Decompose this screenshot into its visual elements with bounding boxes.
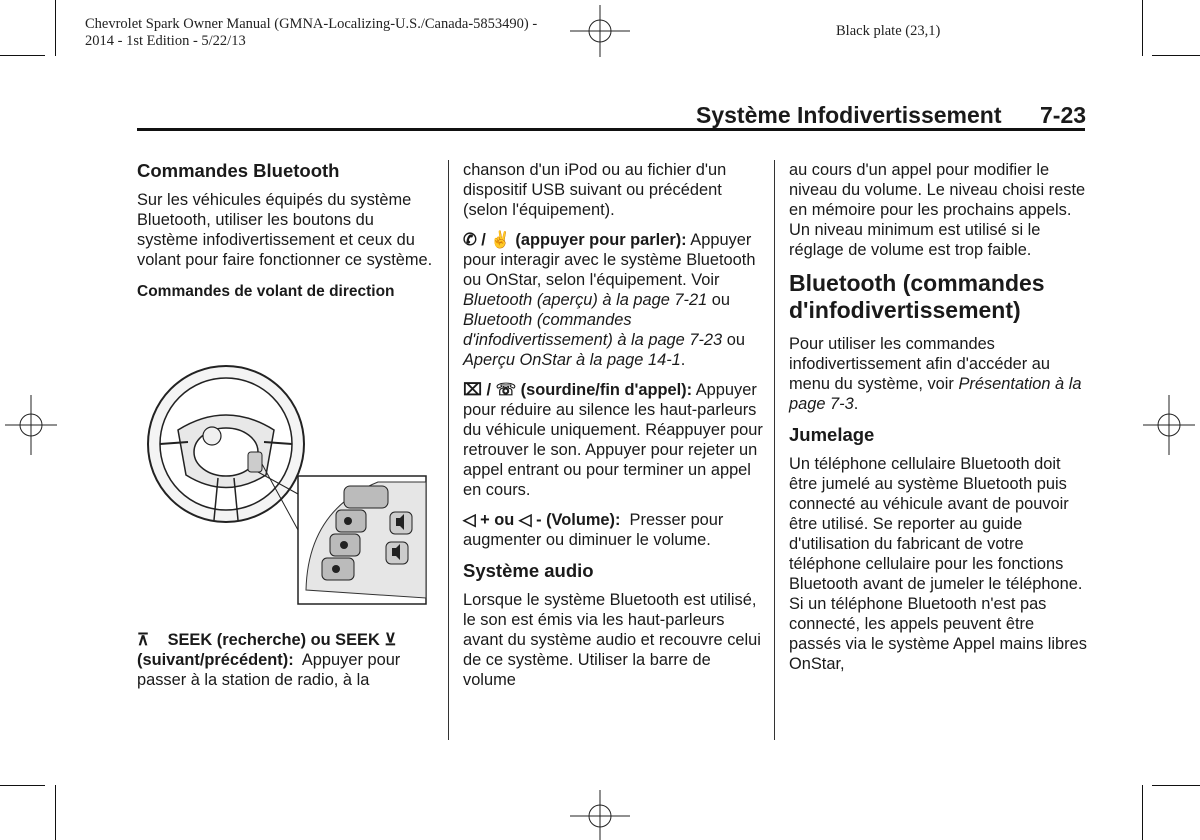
crop-mark: [0, 55, 45, 56]
talk-link-3[interactable]: Aperçu OnStar à la page 14-1: [463, 351, 681, 369]
talk-link-1[interactable]: Bluetooth (aperçu) à la page 7-21: [463, 291, 708, 309]
talk-dot: .: [680, 351, 686, 369]
mute-icon: ⌧: [463, 381, 482, 399]
printer-line-2: 2014 - 1st Edition - 5/22/13: [85, 33, 246, 49]
jumelage-text: Un téléphone cellulaire Bluetooth doit être jumelé au système Bluetooth puis connecté au véhicule avant de pouvoir être utilisé. Se reporter au guide d'utilisation du fabricant de votre téléphone cellulaire pour les fonctions Bluetooth avant de jumeler le téléphone. Si un téléphone Bluetooth n'est pas connecté, les appels peuvent être passés via le système Appel mains libres OnStar,: [789, 455, 1087, 673]
seek-up-icon: ⊼: [137, 631, 149, 649]
end-call-icon: ☏: [495, 381, 517, 399]
seek-label-2: (suivant/précédent):: [137, 651, 294, 669]
vol-minus: - (Volume):: [536, 511, 621, 529]
printer-info: [85, 16, 537, 50]
column-divider: [774, 160, 775, 740]
header-rule: [137, 128, 1085, 131]
registration-target: [1143, 395, 1195, 455]
vol-text: Presser pour augmenter ou diminuer le volume.: [463, 511, 724, 549]
or-1: ou: [711, 291, 730, 309]
col3-intro-text: Pour utiliser les commandes infodivertissement afin d'accéder au menu du système, voir: [789, 335, 1050, 393]
plate-label: Black plate (23,1): [836, 23, 941, 39]
crop-mark: [1142, 0, 1143, 56]
page-number: 7-23: [1040, 102, 1087, 128]
audio-text: Lorsque le système Bluetooth est utilisé, le son est émis via les haut-parleurs avant du système audio et recouvre celui de ce système. Utiliser la barre de volume: [463, 591, 761, 689]
registration-target: [570, 790, 630, 840]
crop-mark: [1152, 55, 1200, 56]
steering-wheel-illustration: [138, 360, 433, 610]
printer-line-1: Chevrolet Spark Owner Manual (GMNA-Localizing-U.S./Canada-5853490) -: [85, 16, 538, 32]
talk-paragraph: ✆ / ✌ (appuyer pour parler): Appuyer pour interagir avec le système Bluetooth ou OnStar, selon l'équipement. Voir Bluetooth (aperçu) à la page 7-21 ou Bluetooth (commandes d'infodivertissement) à la page 7-23 ou Aperçu OnStar à la page 14-1.: [463, 231, 756, 369]
seek-label: SEEK (recherche) ou SEEK: [167, 631, 380, 649]
volume-paragraph: [463, 510, 763, 550]
col3-continuation: au cours d'un appel pour modifier le niveau du volume. Le niveau choisi reste en mémoire pour les prochains appels. Un niveau minimum est utilisé si le réglage de volume est trop faible.: [789, 161, 1086, 259]
volume-icon: ◁: [518, 511, 532, 529]
registration-target: [5, 395, 57, 455]
heading-bluetooth-commandes: Bluetooth (commandes d'infodivertissement): [789, 270, 1045, 323]
column-2: [463, 160, 763, 700]
vol-plus: + ou: [480, 511, 515, 529]
volume-icon: ◁: [463, 511, 476, 529]
crop-mark: [55, 0, 56, 56]
crop-mark: [55, 785, 56, 840]
column-1: [137, 160, 435, 312]
voice-icon: ✌: [490, 231, 511, 249]
col2-continuation: chanson d'un iPod ou au fichier d'un dispositif USB suivant ou précédent (selon l'équipement).: [463, 161, 727, 219]
crop-mark: [0, 785, 45, 786]
col3-intro: [789, 334, 1089, 414]
intro-paragraph: Sur les véhicules équipés du système Bluetooth, utiliser les boutons du système infodivertissement et ceux du volant pour faire fonctionner ce système.: [137, 191, 433, 269]
presentation-link[interactable]: Présentation à la page 7-3: [789, 375, 1082, 413]
seek-down-icon: ⊻: [384, 631, 397, 649]
subheading-volant: Commandes de volant de direction: [137, 283, 395, 300]
crop-mark: [1142, 785, 1143, 840]
column-3: [789, 160, 1089, 684]
mute-label: (sourdine/fin d'appel):: [520, 381, 693, 399]
heading-commandes-bluetooth: Commandes Bluetooth: [137, 160, 340, 181]
or-2: ou: [726, 331, 745, 349]
seek-paragraph: [137, 630, 437, 690]
heading-systeme-audio: Système audio: [463, 560, 594, 581]
column-divider: [448, 160, 449, 740]
crop-mark: [1152, 785, 1200, 786]
heading-jumelage: Jumelage: [789, 424, 875, 445]
mute-paragraph: ⌧ / ☏ (sourdine/fin d'appel): Appuyer pour réduire au silence les haut-parleurs du véhicule uniquement. Réappuyer pour retrouver le son. Appuyer pour rejeter un appel entrant ou pour terminer un appel en cours.: [463, 381, 763, 499]
seek-text: Appuyer pour passer à la station de radio, à la: [137, 651, 401, 689]
talk-label: (appuyer pour parler):: [515, 231, 687, 249]
col3-dot: .: [853, 395, 859, 413]
section-title: Système Infodivertissement: [696, 102, 1002, 128]
registration-target: [570, 5, 630, 57]
talk-text: Appuyer pour interagir avec le système Bluetooth ou OnStar, selon l'équipement. Voir: [463, 231, 756, 289]
mute-text: Appuyer pour réduire au silence les haut-parleurs du véhicule uniquement. Réappuyer pour retrouver le son. Appuyer pour rejeter un appel entrant ou pour terminer un appel en cours.: [463, 381, 763, 499]
talk-link-2[interactable]: Bluetooth (commandes d'infodivertissement) à la page 7-23: [463, 311, 723, 349]
phone-icon: ✆: [463, 231, 477, 249]
